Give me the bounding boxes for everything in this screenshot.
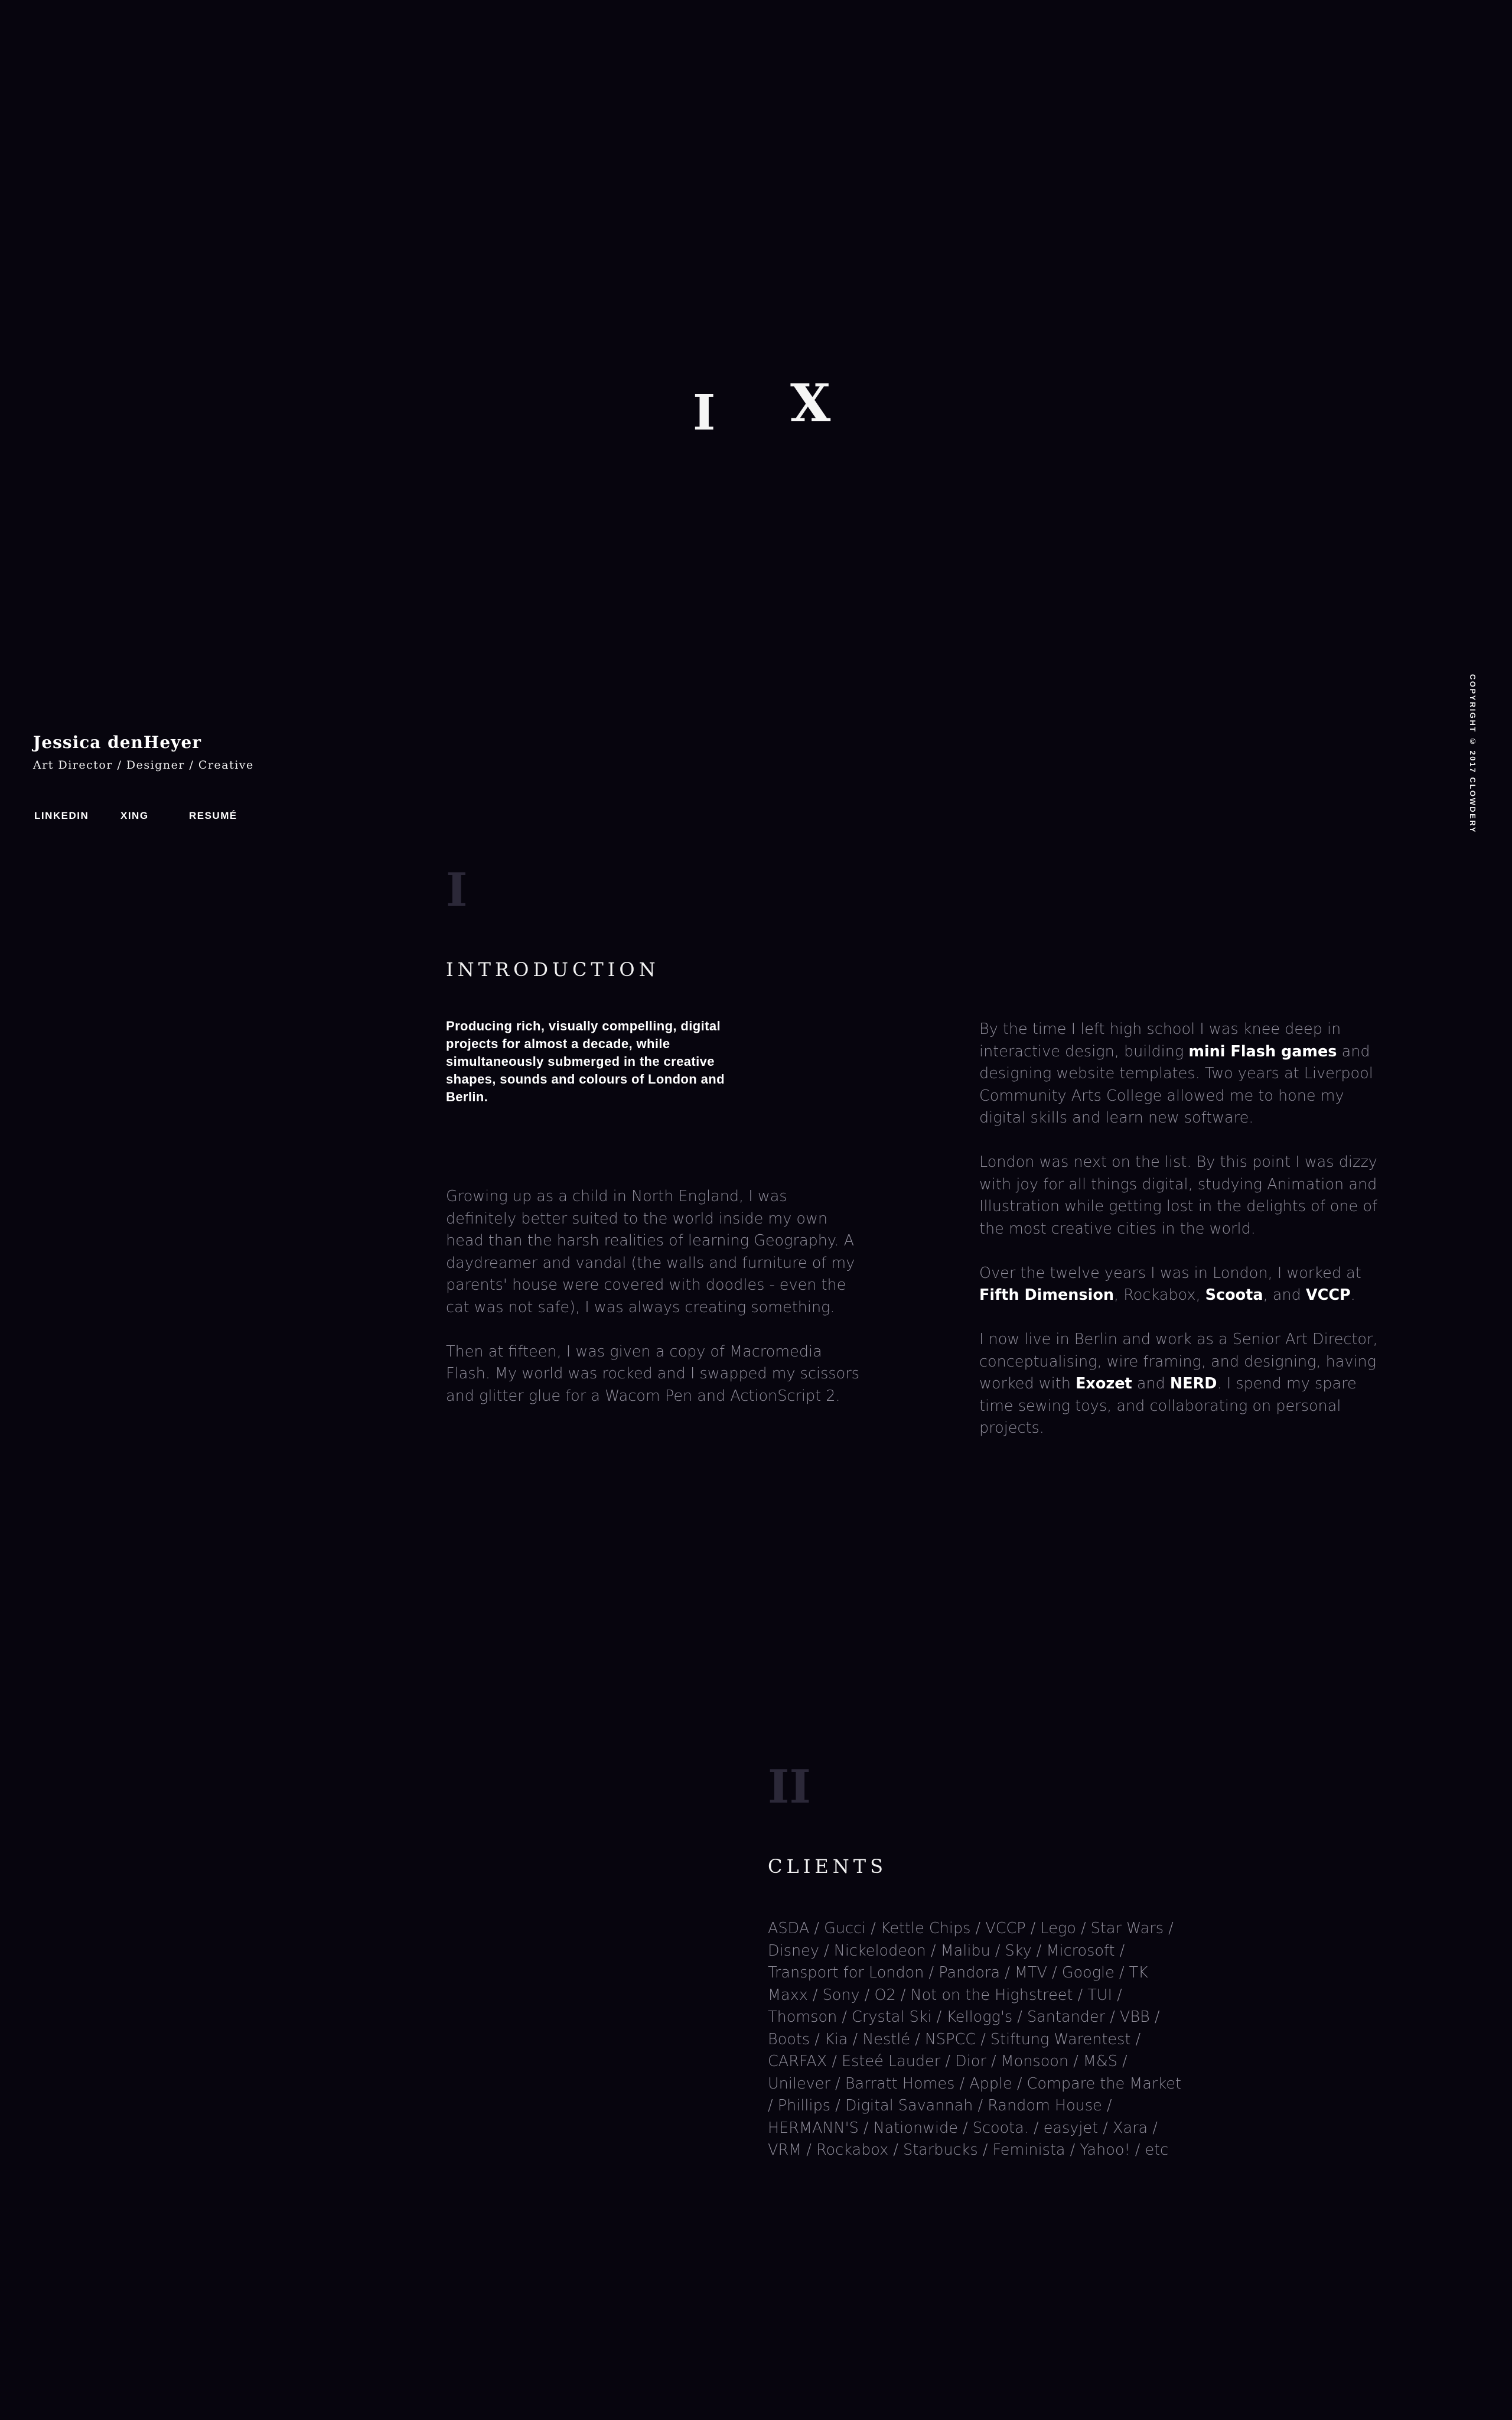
intro-paragraph: I now live in Berlin and work as a Senior Art Director, conceptualising, wire framing, and designing, having worked with Exozet and NERD. I spend my spare time sewing toys, and collaborating on personal projects.	[979, 1331, 1378, 1437]
highlight-fifth-dimension: Fifth Dimension	[979, 1286, 1114, 1304]
section-title-introduction: INTRODUCTION	[446, 958, 660, 981]
section-numeral-clients: II	[768, 1760, 811, 1814]
highlight-scoota: Scoota	[1205, 1286, 1263, 1304]
intro-right-column	[979, 1019, 1393, 1462]
copyright-notice: COPYRIGHT © 2017 CLOWDERY	[1468, 674, 1477, 834]
section-numeral-intro: I	[446, 863, 468, 917]
nav-link-linkedin[interactable]: LINKEDIN	[34, 810, 89, 821]
nav-link-xing[interactable]: XING	[120, 810, 149, 821]
highlight-vccp: VCCP	[1305, 1286, 1351, 1304]
highlight-nerd: NERD	[1169, 1375, 1217, 1393]
hero-numeral-i: I	[693, 385, 716, 441]
profile-role: Art Director / Designer / Creative	[33, 759, 254, 772]
intro-left-column	[446, 1186, 859, 1430]
clients-list: ASDA / Gucci / Kettle Chips / VCCP / Lego / Star Wars / Disney / Nickelodeon / Malibu / Sky / Microsoft / Transport for London / Pandora / MTV / Google / TK Maxx / Sony / O2 / Not on the Highstreet / TUI / Thomson / Crystal Ski / Kellogg's / Santander / VBB / Boots / Kia / Nestlé / NSPCC / Stiftung Warentest / CARFAX / Esteé Lauder / Dior / Monsoon / M&S / Unilever / Barratt Homes / Apple / Compare the Market / Phillips / Digital Savannah / Random House / HERMANN'S / Nationwide / Scoota. / easyjet / Xara / VRM / Rockabox / Starbucks / Feminista / Yahoo! / etc	[768, 1920, 1181, 2159]
profile-name: Jessica denHeyer	[33, 733, 202, 752]
intro-paragraph: Over the twelve years I was in London, I worked at Fifth Dimension, Rockabox, Scoota, and VCCP.	[979, 1264, 1361, 1304]
intro-paragraph: London was next on the list. By this point I was dizzy with joy for all things digital, studying Animation and Illustration while getting lost in the delights of one of the most creative cities in the world.	[979, 1153, 1377, 1238]
hero-numeral-x: X	[790, 372, 831, 434]
nav-link-resume[interactable]: RESUMÉ	[189, 810, 237, 821]
intro-lead-text: Producing rich, visually compelling, digital projects for almost a decade, while simultaneously submerged in the creative shapes, sounds and colours of London and Berlin.	[446, 1019, 725, 1104]
intro-paragraph: Growing up as a child in North England, I was definitely better suited to the world inside my own head than the harsh realities of learning Geography. A daydreamer and vandal (the walls and furniture of my parents' house were covered with doodles - even the cat was not safe), I was always creating something.	[446, 1188, 855, 1316]
highlight-mini-flash-games: mini Flash games	[1188, 1042, 1337, 1061]
intro-paragraph: By the time I left high school I was knee deep in interactive design, building mini Flash games and designing website templates. Two years at Liverpool Community Arts College allowed me to hone my digital skills and learn new software.	[979, 1020, 1373, 1127]
intro-paragraph: Then at fifteen, I was given a copy of Macromedia Flash. My world was rocked and I swapped my scissors and glitter glue for a Wacom Pen and ActionScript 2.	[446, 1342, 860, 1405]
highlight-exozet: Exozet	[1076, 1375, 1132, 1393]
section-title-clients: CLIENTS	[768, 1855, 887, 1878]
